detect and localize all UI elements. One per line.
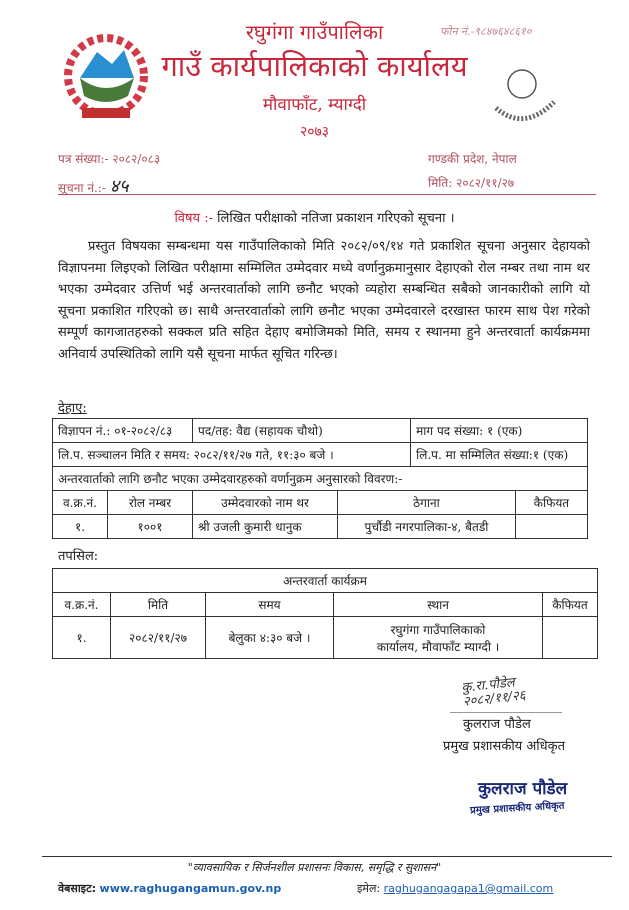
letter-date: मिति: २०८२/११/२७ (428, 176, 515, 190)
table-header: व.क्र.नं. रोल नम्बर उम्मेदवारको नाम थर ठेगाना कैफियत (53, 491, 588, 515)
table-row: १. १००१ श्री उजली कुमारी धानुक पुर्चौडी नगरपालिका-४, बैतडी (53, 515, 588, 539)
office-name-line2: गाउँ कार्यपालिकाको कार्यालय (161, 49, 468, 83)
website: वेबसाइट: www.raghugangamun.gov.np (58, 882, 282, 895)
letter-number: पत्र संख्या:- २०८२/०८३ (58, 152, 161, 166)
title-stamp: प्रमुख प्रशासकीय अधिकृत (469, 800, 565, 817)
vacancy-table: विज्ञापन नं.: ०१-२०८२/८३ पद/तह: वैद्य (सहायक चौथो) माग पद संख्या: १ (एक) लि.प. सञ्चालन मिति र समय: २०८२/११/२७ गते, ११:३० बजे । लि.प. मा सम्मिलित संख्या:१ (एक) अन्तरवार्ताको लागि छनौट भएका उम्मेदवारहरुको वर्णानुक्रम अनुसारको विवरण:- व.क्र.नं. रोल नम्बर उम्मेदवारको नाम थर ठेगाना कैफियत १. १००१ श्री उजली कुमारी धानुक पुर्चौडी नगरपालिका-४, बैतडी (52, 418, 588, 539)
slogan: "व्यावसायिक र सिर्जनशील प्रशासनः विकास, समृद्धि र सुशासन" (187, 861, 442, 874)
handwritten-signature: कु.रा.पौडेल २०८२/११/२६ (460, 675, 527, 710)
email: इमेल: raghugangagapa1@gmail.com (357, 882, 554, 895)
dehaye-label: देहाए: (58, 401, 87, 416)
office-stamp (488, 62, 568, 142)
tapasil-label: तपसिल: (58, 549, 99, 564)
subject: विषय :- लिखित परीक्षाको नतिजा प्रकाशन गरिएको सूचना । (174, 211, 455, 226)
phone-number: फोन नं.-९८४७६४८६१० (440, 25, 532, 38)
province: गण्डकी प्रदेश, नेपाल (428, 152, 517, 166)
signatory-name: कुलराज पौडेल (463, 717, 531, 732)
name-stamp: कुलराज पौडेल (478, 779, 568, 799)
office-name-line1: रघुगंगा गाउँपालिका (245, 20, 384, 44)
table-header: व.क्र.नं. मिति समय स्थान कैफियत (53, 593, 598, 617)
table-row: १. २०८२/११/२७ बेलुका ४:३० बजे । रघुगंगा गाउँपालिकाको कार्यालय, मौवाफाँट म्याग्दी । (53, 617, 598, 659)
signatory-title: प्रमुख प्रशासकीय अधिकृत (443, 739, 566, 754)
body-paragraph: प्रस्तुत विषयका सम्बन्धमा यस गाउँपालिकाको मिति २०८२/०९/१४ गते प्रकाशित सूचना अनुसार देहायको विज्ञापनमा लिइएको लिखित परीक्षामा सम्मिलित उम्मेदवार मध्ये वर्णानुक्रमानुसार देहाएको रोल नम्बर तथा नाम थर भएका उम्मेदवार उत्तिर्ण भई अन्तरवार्ताको लागि छनौट भएको व्यहोरा सम्बन्धित सबैको जानकारीको लागि यो सूचना प्रकाशित गरिएको छ। साथै अन्तरवार्ताको लागि छनौट भएका उम्मेदवारले दरखास्त फारम साथ पेश गरेको सम्पूर्ण कागजातहरुको सक्कल प्रति सहित देहाए बमोजिमको मिति, समय र स्थानमा हुने अन्तरवार्ता कार्यक्रममा अनिवार्य उपस्थितिको लागि यसै सूचना मार्फत सूचित गरिन्छ। (58, 239, 590, 362)
header-divider (58, 194, 596, 195)
office-address: मौवाफाँट, म्याग्दी (262, 95, 367, 115)
established-year: २०७३ (299, 124, 330, 140)
notice-number: सूचना नं.:- ४५ (58, 176, 129, 197)
interview-schedule-table: अन्तरवार्ता कार्यक्रम व.क्र.नं. मिति समय स्थान कैफियत १. २०८२/११/२७ बेलुका ४:३० बजे । रघुगंगा गाउँपालिकाको कार्यालय, मौवाफाँट म्याग्दी । (52, 568, 598, 659)
footer-divider (42, 856, 612, 857)
signature-line (450, 712, 562, 713)
